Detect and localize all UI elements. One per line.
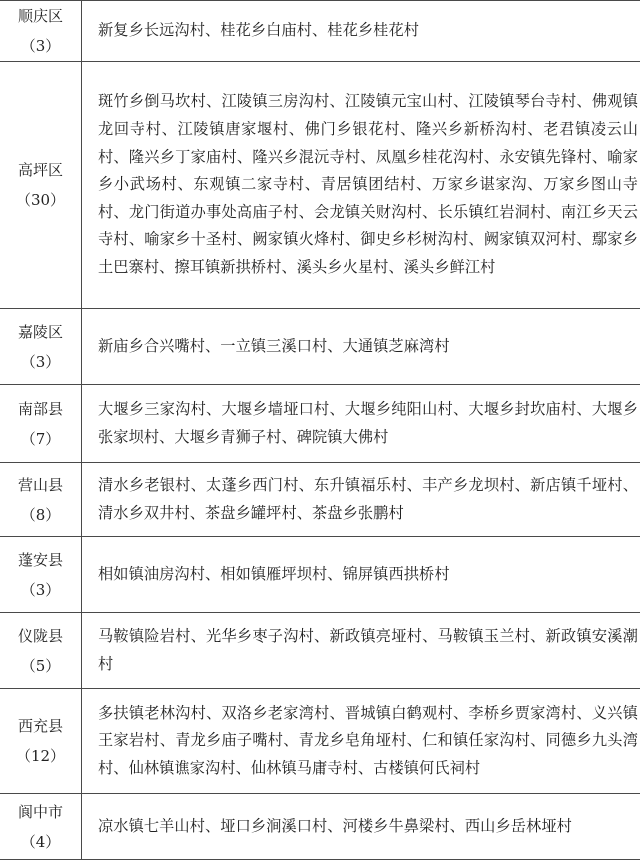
county-name: 高坪区 bbox=[17, 161, 63, 179]
village-list: 新复乡长远沟村、桂花乡白庙村、桂花乡桂花村 bbox=[82, 1, 640, 62]
table-row bbox=[0, 794, 640, 860]
county-name: 营山县 bbox=[17, 475, 63, 494]
village-count: （3） bbox=[20, 580, 61, 599]
county-cell bbox=[0, 309, 82, 385]
village-list: 马鞍镇险岩村、光华乡枣子沟村、新政镇亮垭村、马鞍镇玉兰村、新政镇安溪潮村 bbox=[82, 613, 640, 689]
village-count: （8） bbox=[20, 505, 61, 524]
county-cell bbox=[0, 1, 82, 62]
table-row bbox=[0, 309, 640, 385]
table-row bbox=[0, 385, 640, 463]
village-count: （5） bbox=[20, 656, 61, 675]
county-cell bbox=[0, 613, 82, 689]
table-row bbox=[0, 537, 640, 613]
county-name: 蓬安县 bbox=[17, 550, 63, 569]
table-row bbox=[0, 613, 640, 689]
table-row bbox=[0, 1, 640, 62]
county-name: 阆中市 bbox=[17, 802, 63, 821]
village-count: （12） bbox=[15, 747, 66, 765]
village-count: （7） bbox=[20, 429, 61, 448]
county-name: 南部县 bbox=[17, 399, 63, 418]
village-list: 清水乡老银村、太蓬乡西门村、东升镇福乐村、丰产乡龙坝村、新店镇千垭村、清水乡双井村、茶盘乡罐坪村、茶盘乡张鹏村 bbox=[82, 463, 640, 537]
village-count: （3） bbox=[20, 37, 61, 55]
village-list: 斑竹乡倒马坎村、江陵镇三房沟村、江陵镇元宝山村、江陵镇琴台寺村、佛观镇龙回寺村、江陵镇唐家堰村、佛门乡银花村、隆兴乡新桥沟村、老君镇凌云山村、隆兴乡丁家庙村、隆兴乡混沅寺村、凤凰乡桂花沟村、永安镇先锋村、喻家乡小武场村、东观镇二家寺村、青居镇团结村、万家乡谌家沟、万家乡图山寺村、龙门街道办事处高庙子村、会龙镇关财沟村、长乐镇红岩洞村、南江乡天云寺村、喻家乡十圣村、阙家镇火烽村、御史乡杉树沟村、阙家镇双河村、鄢家乡土巴寨村、擦耳镇新拱桥村、溪头乡火星村、溪头乡鲜江村 bbox=[82, 62, 640, 309]
county-name: 仪陇县 bbox=[17, 626, 63, 645]
village-count: （4） bbox=[20, 832, 61, 851]
village-list: 新庙乡合兴嘴村、一立镇三溪口村、大通镇芝麻湾村 bbox=[82, 309, 640, 385]
village-list: 多扶镇老林沟村、双洛乡老家湾村、晋城镇白鹤观村、李桥乡贾家湾村、义兴镇王家岩村、青龙乡庙子嘴村、青龙乡皂角垭村、仁和镇任家沟村、同德乡九头湾村、仙林镇谯家沟村、仙林镇马庸寺村、古楼镇何氏祠村 bbox=[82, 689, 640, 794]
county-cell bbox=[0, 689, 82, 794]
county-name: 西充县 bbox=[17, 717, 63, 735]
county-cell bbox=[0, 794, 82, 860]
village-count: （30） bbox=[15, 191, 66, 209]
village-count: （3） bbox=[20, 352, 61, 371]
county-cell bbox=[0, 537, 82, 613]
village-list: 大堰乡三家沟村、大堰乡墙垭口村、大堰乡纯阳山村、大堰乡封坎庙村、大堰乡张家坝村、大堰乡青狮子村、碑院镇大佛村 bbox=[82, 385, 640, 463]
village-list: 凉水镇七羊山村、垭口乡涧溪口村、河楼乡牛鼻梁村、西山乡岳林垭村 bbox=[82, 794, 640, 860]
county-name: 嘉陵区 bbox=[17, 322, 63, 341]
village-list: 相如镇油房沟村、相如镇雁坪坝村、锦屏镇西拱桥村 bbox=[82, 537, 640, 613]
table-row bbox=[0, 463, 640, 537]
county-cell bbox=[0, 62, 82, 309]
county-cell bbox=[0, 385, 82, 463]
county-cell bbox=[0, 463, 82, 537]
county-name: 顺庆区 bbox=[17, 7, 63, 25]
table-row bbox=[0, 62, 640, 309]
table-row bbox=[0, 689, 640, 794]
